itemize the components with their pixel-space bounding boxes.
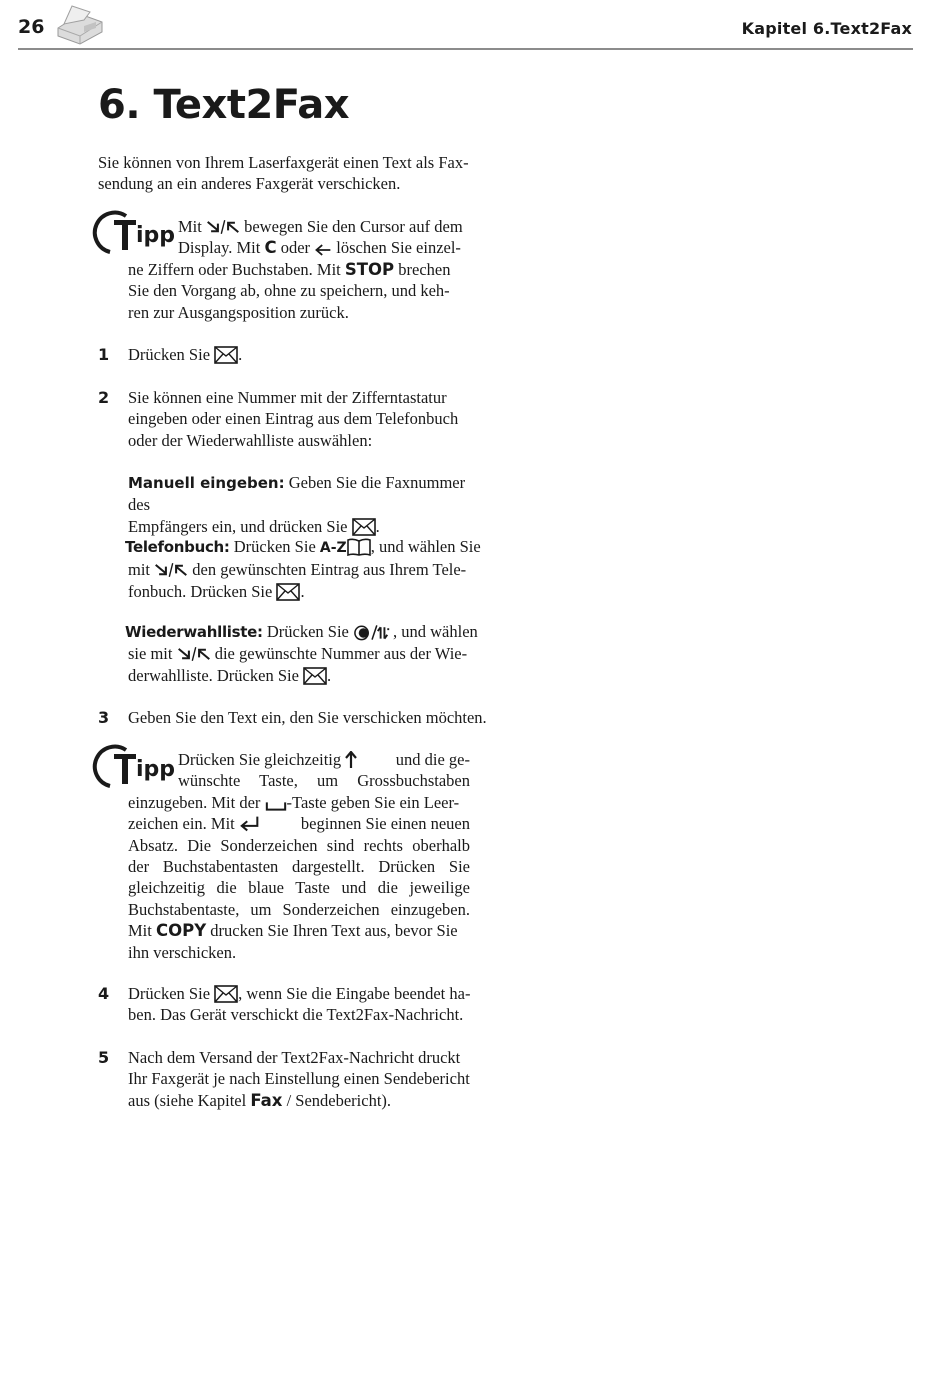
step4-paragraph — [128, 983, 488, 1026]
key-az: A-Z — [319, 540, 347, 556]
tip1-text: oder — [280, 238, 311, 258]
tip2-paragraph — [128, 749, 470, 963]
tipp-logo-text: ipp — [136, 757, 176, 782]
manual-paragraph — [128, 472, 488, 537]
step2-paragraph — [128, 387, 486, 451]
phonebook-text: , und wählen Sie — [370, 537, 481, 556]
tip2-line: wünschte Taste, um Grossbuchstaben — [178, 771, 470, 791]
phonebook-end: . — [300, 581, 305, 601]
step5-paragraph — [128, 1047, 488, 1111]
tip2-text: Mit — [128, 921, 152, 941]
step2-line: oder der Wiederwahlliste auswählen: — [128, 430, 373, 450]
phonebook-text: fonbuch. Drücken Sie — [128, 581, 273, 601]
tip2-text: drucken Sie Ihren Text aus, bevor Sie — [210, 921, 458, 941]
step-number: 2 — [98, 388, 110, 407]
tip2-text: und die ge- — [395, 750, 470, 769]
intro-paragraph — [98, 152, 486, 195]
chapter-title: 6. Text2Fax — [98, 82, 350, 128]
step2-line: eingeben oder einen Eintrag aus dem Telefonbuch — [128, 409, 459, 429]
envelope-icon — [214, 985, 238, 1003]
redial-text: , und wählen — [393, 622, 478, 641]
step1-paragraph — [128, 344, 488, 365]
redial-paragraph — [125, 621, 487, 686]
manual-text: Empfängers ein, und drücken Sie — [128, 516, 348, 536]
redial-text: die gewünschte Nummer aus der Wie- — [214, 644, 468, 664]
phonebook-icon — [347, 538, 371, 556]
tip2-text: einzugeben. Mit der — [128, 792, 261, 812]
tip1-text: löschen Sie einzel- — [336, 238, 461, 258]
key-c: C — [264, 238, 277, 258]
step1-text: Drücken Sie — [128, 345, 211, 364]
step4-line: ben. Das Gerät verschickt die Text2Fax-Nachricht. — [128, 1005, 464, 1025]
step-number: 5 — [98, 1048, 110, 1067]
tip2-text: beginnen Sie einen neuen — [300, 814, 470, 834]
step4-text: Drücken Sie — [128, 984, 211, 1003]
header-divider — [18, 48, 913, 50]
tip2-line: Absatz. Die Sonderzeichen sind rechts oberhalb — [128, 835, 470, 855]
tip1-line: ren zur Ausgangsposition zurück. — [128, 302, 349, 322]
envelope-icon — [303, 667, 327, 685]
envelope-icon — [276, 583, 300, 601]
tip1-line: Sie den Vorgang ab, ohne zu speichern, und keh- — [128, 281, 450, 301]
phonebook-paragraph — [125, 536, 487, 602]
step-number: 1 — [98, 345, 110, 364]
step-number: 4 — [98, 984, 110, 1003]
tip1-text: bewegen Sie den Cursor auf dem — [244, 217, 463, 236]
tip2-line: ihn verschicken. — [128, 942, 237, 962]
manual-end: . — [375, 516, 380, 536]
phonebook-label: Telefonbuch: — [125, 538, 230, 556]
step5-line: Ihr Faxgerät je nach Einstellung einen Sendebericht — [128, 1069, 470, 1089]
key-fax: Fax — [250, 1090, 283, 1110]
tip1-paragraph — [128, 216, 470, 323]
intro-line: Sie können von Ihrem Laserfaxgerät einen Text als Fax- — [98, 153, 469, 172]
chapter-header: Kapitel 6.Text2Fax — [741, 19, 912, 38]
step-number: 3 — [98, 708, 110, 727]
manual-text: Geben Sie die Faxnummer des — [128, 473, 466, 515]
tip1-text: brechen — [398, 259, 451, 279]
envelope-icon — [214, 346, 238, 364]
step4-text: , wenn Sie die Eingabe beendet ha- — [238, 984, 471, 1003]
shift-up-arrow-icon — [345, 751, 357, 769]
redial-text: derwahlliste. Drücken Sie — [128, 665, 299, 685]
tip1-text: Display. Mit — [178, 238, 261, 258]
tip2-text: Drücken Sie gleichzeitig — [178, 750, 342, 769]
enter-key-icon — [239, 815, 261, 833]
tipp-logo-text: ipp — [136, 223, 176, 248]
envelope-icon — [352, 518, 376, 536]
tip2-text: -Taste geben Sie ein Leer- — [286, 792, 460, 812]
redial-end: . — [327, 665, 332, 685]
tip1-text: ne Ziffern oder Buchstaben. Mit — [128, 259, 341, 279]
phonebook-text: Drücken Sie — [233, 537, 316, 556]
tip1-text: Mit — [178, 217, 202, 236]
fax-machine-icon — [50, 2, 106, 46]
redial-text: sie mit — [128, 644, 173, 664]
manual-label: Manuell eingeben: — [128, 474, 285, 492]
tip2-text: zeichen ein. Mit — [128, 814, 235, 834]
nav-arrows-icon — [177, 645, 211, 663]
phonebook-text: den gewünschten Eintrag aus Ihrem Tele- — [192, 560, 467, 580]
intro-line: sendung an ein anderes Faxgerät verschicken. — [98, 174, 401, 194]
redial-text: Drücken Sie — [266, 622, 349, 641]
redial-label: Wiederwahlliste: — [125, 623, 263, 641]
space-key-icon — [265, 800, 287, 812]
back-arrow-icon — [314, 243, 332, 257]
step2-line: Sie können eine Nummer mit der Zifferntastatur — [128, 388, 447, 407]
step3-text: Geben Sie den Text ein, den Sie verschicken möchten. — [128, 708, 487, 727]
page-number: 26 — [18, 16, 45, 38]
nav-arrows-icon — [154, 561, 188, 579]
key-stop: STOP — [344, 259, 395, 279]
tip2-line: der Buchstabentasten dargestellt. Drücken Sie — [128, 857, 470, 877]
step5-text: aus (siehe Kapitel — [128, 1090, 247, 1110]
tip2-line: gleichzeitig die blaue Taste und die jeweilige — [128, 878, 470, 898]
step5-line: Nach dem Versand der Text2Fax-Nachricht druckt — [128, 1048, 461, 1067]
nav-arrows-icon — [206, 218, 240, 236]
phonebook-text: mit — [128, 560, 151, 580]
step5-text: / Sendebericht). — [286, 1090, 392, 1110]
key-copy: COPY — [155, 921, 207, 941]
redial-icon — [353, 623, 393, 641]
step1-end: . — [238, 345, 243, 364]
tip2-line: Buchstabentaste, um Sonderzeichen einzugeben. — [128, 899, 470, 919]
